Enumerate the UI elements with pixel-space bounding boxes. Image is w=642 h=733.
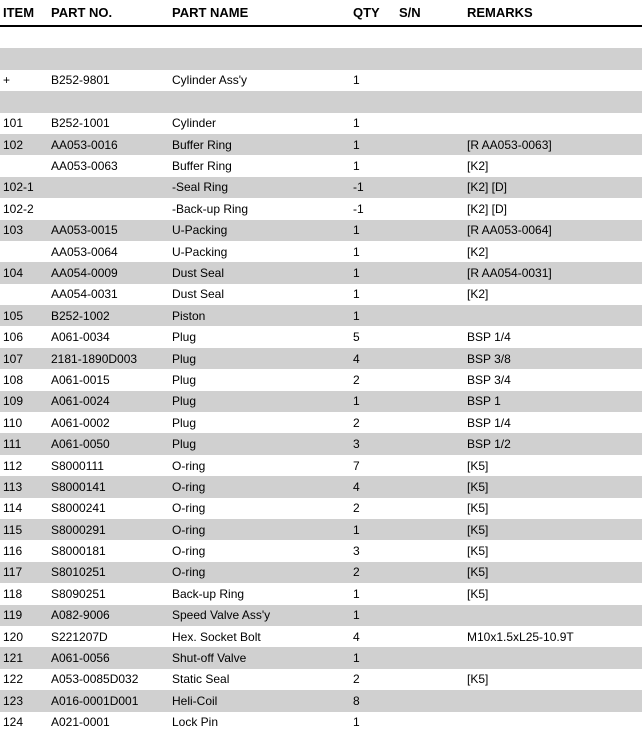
- cell-item: 118: [3, 586, 23, 601]
- cell-qty: 1: [353, 305, 399, 326]
- cell-part-no: AA053-0015: [51, 220, 172, 241]
- cell-remarks: BSP 1/4: [467, 415, 511, 430]
- cell-remarks: [R AA053-0063]: [467, 134, 642, 155]
- cell-item: 102-2: [3, 201, 34, 216]
- cell-part-name: Plug: [172, 372, 197, 387]
- cell-item: 102: [0, 134, 51, 155]
- header-sn: S/N: [399, 0, 467, 26]
- cell-sn: [399, 562, 467, 583]
- cell-qty: 1: [353, 73, 360, 88]
- cell-sn: [399, 113, 467, 134]
- table-row: [0, 690, 642, 711]
- cell-part-name: Buffer Ring: [172, 159, 232, 174]
- cell-sn: [399, 498, 467, 519]
- table-row: [0, 476, 642, 497]
- cell-part-name: O-ring: [172, 562, 353, 583]
- table-row: [0, 605, 642, 626]
- cell-qty: 1: [353, 116, 360, 131]
- table-row: [0, 540, 642, 561]
- table-row: [0, 48, 642, 69]
- cell-remarks: BSP 1/4: [467, 330, 511, 345]
- cell-qty: 1: [353, 715, 360, 730]
- cell-remarks: [K5]: [467, 672, 489, 687]
- table-row: [0, 26, 642, 48]
- cell-item: 108: [3, 372, 24, 387]
- cell-remarks: [467, 113, 642, 134]
- cell-item: 116: [3, 544, 23, 559]
- cell-sn: [399, 690, 467, 711]
- cell-part-no: [51, 177, 172, 198]
- cell-part-name: O-ring: [172, 519, 353, 540]
- cell-part-name: O-ring: [172, 476, 353, 497]
- cell-part-no: S8000181: [51, 544, 106, 559]
- cell-qty: 1: [353, 244, 360, 259]
- cell-part-no: A061-0024: [51, 391, 172, 412]
- cell-remarks: [467, 91, 642, 112]
- header-row: [0, 0, 642, 26]
- cell-sn: [399, 712, 467, 733]
- table-body: [0, 26, 642, 733]
- cell-part-no: B252-1002: [51, 305, 172, 326]
- cell-part-name: [172, 26, 353, 48]
- cell-part-no: S8000141: [51, 476, 172, 497]
- cell-part-no: A021-0001: [51, 715, 110, 730]
- cell-sn: [399, 583, 467, 604]
- table-row: [0, 562, 642, 583]
- cell-qty: 3: [353, 544, 360, 559]
- cell-sn: [399, 391, 467, 412]
- cell-part-no: S8000291: [51, 519, 172, 540]
- cell-part-no: AA053-0063: [51, 159, 118, 174]
- cell-item: 103: [0, 220, 51, 241]
- table-row: [0, 155, 642, 176]
- cell-item: [0, 241, 51, 262]
- cell-item: [0, 155, 51, 176]
- cell-qty: 1: [353, 647, 399, 668]
- cell-qty: -1: [353, 177, 399, 198]
- table-row: [0, 348, 642, 369]
- cell-qty: 1: [353, 586, 360, 601]
- cell-part-no: S8000241: [51, 501, 106, 516]
- cell-remarks: [467, 605, 642, 626]
- cell-item: 122: [3, 672, 24, 687]
- cell-remarks: [K5]: [467, 562, 642, 583]
- cell-sn: [399, 626, 467, 647]
- cell-part-name: Cylinder: [172, 116, 217, 131]
- cell-qty: 1: [353, 159, 360, 174]
- cell-part-name: U-Packing: [172, 244, 228, 259]
- table-row: [0, 241, 642, 262]
- cell-sn: [399, 669, 467, 690]
- cell-remarks: BSP 3/8: [467, 348, 642, 369]
- cell-remarks: [467, 48, 642, 69]
- cell-qty: 1: [353, 605, 399, 626]
- table-row: [0, 455, 642, 476]
- cell-qty: 2: [353, 501, 360, 516]
- cell-sn: [399, 284, 467, 305]
- cell-item: [0, 284, 51, 305]
- cell-remarks: [R AA054-0031]: [467, 262, 642, 283]
- cell-part-no: A061-0050: [51, 433, 172, 454]
- table-row: [0, 391, 642, 412]
- cell-item: 113: [0, 476, 51, 497]
- cell-sn: [399, 70, 467, 91]
- cell-qty: 1: [353, 220, 399, 241]
- cell-item: 109: [0, 391, 51, 412]
- cell-sn: [399, 647, 467, 668]
- cell-remarks: [K2] [D]: [467, 177, 642, 198]
- cell-part-name: Plug: [172, 433, 353, 454]
- cell-sn: [399, 476, 467, 497]
- cell-part-no: S221207D: [51, 629, 108, 644]
- cell-part-name: [172, 91, 353, 112]
- table-row: [0, 412, 642, 433]
- cell-qty: 8: [353, 690, 399, 711]
- cell-remarks: [467, 712, 642, 733]
- cell-item: 121: [0, 647, 51, 668]
- cell-part-name: Piston: [172, 305, 353, 326]
- cell-remarks: [467, 70, 642, 91]
- cell-part-no: A061-0056: [51, 647, 172, 668]
- cell-remarks: [K2]: [467, 159, 489, 174]
- cell-qty: 1: [353, 134, 399, 155]
- cell-qty: 3: [353, 433, 399, 454]
- cell-part-no: S8090251: [51, 586, 106, 601]
- cell-part-name: -Back-up Ring: [172, 201, 249, 216]
- cell-sn: [399, 412, 467, 433]
- cell-part-name: U-Packing: [172, 220, 353, 241]
- cell-remarks: [K5]: [467, 586, 489, 601]
- table-row: [0, 712, 642, 733]
- cell-item: 102-1: [0, 177, 51, 198]
- cell-qty: 5: [353, 330, 360, 345]
- cell-part-name: Plug: [172, 415, 197, 430]
- cell-remarks: [K2]: [467, 287, 489, 302]
- cell-qty: 1: [353, 391, 399, 412]
- cell-part-no: A082-9006: [51, 605, 172, 626]
- cell-part-name: Lock Pin: [172, 715, 219, 730]
- cell-sn: [399, 177, 467, 198]
- cell-part-no: 2181-1890D003: [51, 348, 172, 369]
- cell-part-name: Plug: [172, 348, 353, 369]
- cell-part-no: A053-0085D032: [51, 672, 139, 687]
- table-row: [0, 326, 642, 347]
- table-row: [0, 305, 642, 326]
- table-row: [0, 262, 642, 283]
- cell-item: 115: [0, 519, 51, 540]
- header-part-no: PART NO.: [51, 0, 172, 26]
- cell-sn: [399, 262, 467, 283]
- cell-remarks: [467, 690, 642, 711]
- header-item: ITEM: [0, 0, 51, 26]
- cell-item: 124: [3, 715, 24, 730]
- cell-qty: 2: [353, 372, 360, 387]
- cell-sn: [399, 326, 467, 347]
- cell-item: [0, 91, 51, 112]
- cell-part-name: O-ring: [172, 458, 206, 473]
- cell-qty: 2: [353, 415, 360, 430]
- table-row: [0, 583, 642, 604]
- cell-sn: [399, 369, 467, 390]
- cell-sn: [399, 305, 467, 326]
- cell-remarks: [467, 647, 642, 668]
- cell-remarks: [K5]: [467, 519, 642, 540]
- cell-part-name: Back-up Ring: [172, 586, 245, 601]
- cell-sn: [399, 241, 467, 262]
- cell-part-name: Heli-Coil: [172, 690, 353, 711]
- cell-part-name: Plug: [172, 330, 197, 345]
- table-row: [0, 669, 642, 690]
- cell-sn: [399, 220, 467, 241]
- cell-qty: 7: [353, 458, 360, 473]
- table-row: [0, 113, 642, 134]
- cell-qty: 1: [353, 519, 399, 540]
- cell-sn: [399, 455, 467, 476]
- cell-part-no: A061-0002: [51, 415, 110, 430]
- cell-qty: 4: [353, 476, 399, 497]
- cell-sn: [399, 605, 467, 626]
- cell-remarks: [K5]: [467, 476, 642, 497]
- cell-part-no: AA053-0016: [51, 134, 172, 155]
- table-row: [0, 647, 642, 668]
- table-row: [0, 198, 642, 219]
- table-row: [0, 220, 642, 241]
- cell-sn: [399, 155, 467, 176]
- cell-part-name: -Seal Ring: [172, 177, 353, 198]
- cell-part-no: A061-0015: [51, 372, 110, 387]
- cell-qty: [353, 26, 399, 48]
- cell-part-name: O-ring: [172, 544, 206, 559]
- cell-remarks: [R AA053-0064]: [467, 220, 642, 241]
- cell-remarks: BSP 1/2: [467, 433, 642, 454]
- table-row: [0, 284, 642, 305]
- table-header: [0, 0, 642, 26]
- cell-item: 101: [3, 116, 24, 131]
- cell-sn: [399, 540, 467, 561]
- cell-remarks: [K5]: [467, 544, 489, 559]
- cell-item: 120: [3, 629, 24, 644]
- table-row: [0, 626, 642, 647]
- table-row: [0, 369, 642, 390]
- cell-item: [0, 26, 51, 48]
- cell-part-no: S8000111: [51, 458, 104, 473]
- cell-sn: [399, 91, 467, 112]
- cell-part-name: Speed Valve Ass'y: [172, 605, 353, 626]
- cell-item: 105: [0, 305, 51, 326]
- table-row: [0, 498, 642, 519]
- cell-part-no: AA053-0064: [51, 244, 118, 259]
- cell-part-name: Plug: [172, 391, 353, 412]
- cell-sn: [399, 134, 467, 155]
- cell-qty: 2: [353, 562, 399, 583]
- cell-sn: [399, 26, 467, 48]
- table-row: [0, 177, 642, 198]
- cell-item: 119: [0, 605, 51, 626]
- cell-item: 104: [0, 262, 51, 283]
- cell-sn: [399, 433, 467, 454]
- cell-remarks: [467, 305, 642, 326]
- cell-part-name: Buffer Ring: [172, 134, 353, 155]
- cell-qty: -1: [353, 201, 364, 216]
- table-row: [0, 519, 642, 540]
- cell-part-no: S8010251: [51, 562, 172, 583]
- cell-part-name: [172, 48, 353, 69]
- cell-part-name: Dust Seal: [172, 287, 225, 302]
- cell-part-no: B252-9801: [51, 73, 110, 88]
- header-remarks: REMARKS: [467, 0, 642, 26]
- cell-item: 114: [3, 501, 23, 516]
- cell-item: 110: [3, 415, 23, 430]
- cell-part-no: B252-1001: [51, 116, 110, 131]
- cell-part-no: [51, 198, 172, 219]
- cell-remarks: BSP 3/4: [467, 372, 511, 387]
- cell-remarks: BSP 1: [467, 391, 642, 412]
- cell-qty: [353, 91, 399, 112]
- cell-item: 111: [0, 433, 51, 454]
- table-row: [0, 91, 642, 112]
- cell-part-name: Cylinder Ass'y: [172, 73, 247, 88]
- cell-item: 106: [3, 330, 24, 345]
- cell-qty: 4: [353, 629, 360, 644]
- cell-sn: [399, 48, 467, 69]
- table-row: [0, 70, 642, 91]
- cell-sn: [399, 198, 467, 219]
- cell-item: 107: [0, 348, 51, 369]
- cell-item: +: [3, 73, 11, 88]
- cell-part-no: [51, 26, 172, 48]
- cell-qty: 2: [353, 672, 360, 687]
- cell-remarks: [K2]: [467, 244, 489, 259]
- cell-qty: 1: [353, 287, 360, 302]
- cell-part-no: AA054-0009: [51, 262, 172, 283]
- table-row: [0, 433, 642, 454]
- cell-qty: [353, 48, 399, 69]
- header-qty: QTY: [353, 0, 399, 26]
- cell-part-no: A016-0001D001: [51, 690, 172, 711]
- cell-sn: [399, 348, 467, 369]
- cell-item: 117: [0, 562, 51, 583]
- cell-item: 112: [3, 458, 23, 473]
- cell-sn: [399, 519, 467, 540]
- cell-remarks: [K5]: [467, 458, 489, 473]
- cell-part-name: O-ring: [172, 501, 206, 516]
- cell-remarks: [K2] [D]: [467, 201, 508, 216]
- cell-part-name: Shut-off Valve: [172, 647, 353, 668]
- cell-part-no: A061-0034: [51, 330, 110, 345]
- cell-part-no: [51, 91, 172, 112]
- cell-qty: 1: [353, 262, 399, 283]
- cell-qty: 4: [353, 348, 399, 369]
- cell-remarks: M10x1.5xL25-10.9T: [467, 629, 574, 644]
- cell-remarks: [K5]: [467, 501, 489, 516]
- cell-part-name: Static Seal: [172, 672, 230, 687]
- table-row: [0, 134, 642, 155]
- cell-part-no: AA054-0031: [51, 287, 118, 302]
- cell-item: [0, 48, 51, 69]
- cell-item: 123: [0, 690, 51, 711]
- cell-remarks: [467, 26, 642, 48]
- cell-part-no: [51, 48, 172, 69]
- cell-part-name: Dust Seal: [172, 262, 353, 283]
- header-part-name: PART NAME: [172, 0, 353, 26]
- cell-part-name: Hex. Socket Bolt: [172, 629, 261, 644]
